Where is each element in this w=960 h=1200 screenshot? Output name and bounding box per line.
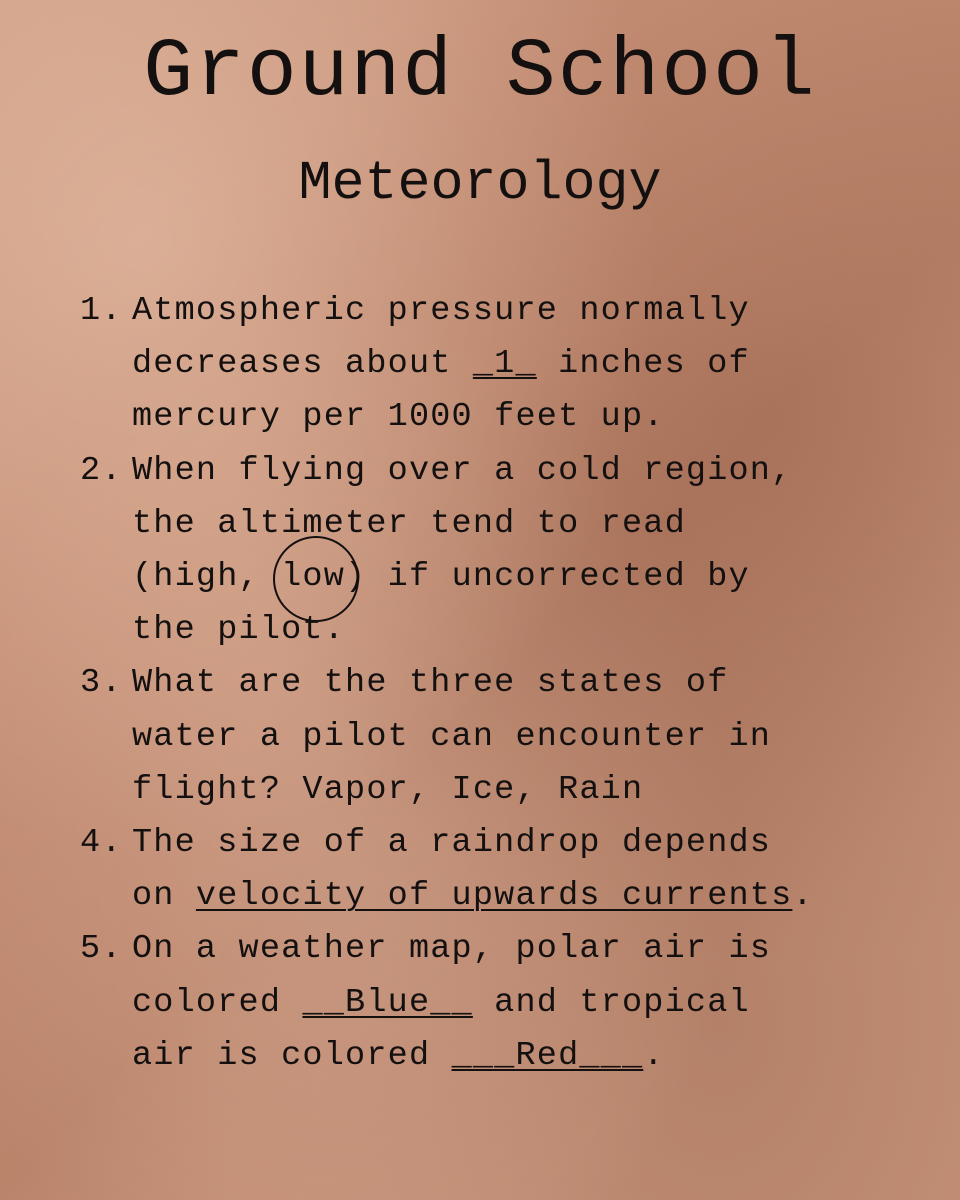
question-text: mercury per 1000 feet up. [132,398,665,437]
question-5 [80,923,940,1083]
question-text: Atmospheric pressure normally [132,292,750,330]
question-number: 4. [80,824,123,863]
question-4 [80,817,940,923]
question-text: When flying over a cold region, [132,451,793,490]
question-number: 3. [80,664,123,703]
question-2 [80,445,940,658]
question-text: (high, [132,558,282,597]
answer-blank: ___Red___ [451,1036,644,1075]
question-text: flight? Vapor, Ice, Rain [132,770,644,809]
question-3 [80,657,940,817]
question-text: . [792,877,814,916]
question-text: colored [132,983,303,1022]
answer-blank: __Blue__ [302,983,473,1022]
question-text: the altimeter tend to read [132,504,686,543]
question-text: the pilot. [132,611,346,650]
question-text: air is colored [132,1036,452,1075]
question-text: decreases about [132,345,473,384]
question-text: The size of a raindrop depends [132,824,772,863]
page-subtitle: Meteorology [298,152,662,215]
answer-blank: _1_ [472,345,537,384]
question-text: inches of [536,345,750,384]
answer-blank: velocity of upwards currents [195,877,793,916]
question-text: ) if uncorrected by [345,558,750,597]
question-list [80,285,940,1083]
page-title: Ground School [143,25,817,119]
question-1 [80,285,940,445]
question-number: 5. [80,930,123,969]
question-text: . [643,1036,665,1075]
question-text: On a weather map, polar air is [132,930,772,969]
circled-answer: low [281,558,346,597]
question-text: water a pilot can encounter in [132,717,772,756]
question-text: What are the three states of [132,664,729,703]
question-text: and tropical [472,983,750,1022]
question-number: 2. [80,451,123,490]
question-text: on [132,877,196,916]
question-number: 1. [80,292,123,330]
